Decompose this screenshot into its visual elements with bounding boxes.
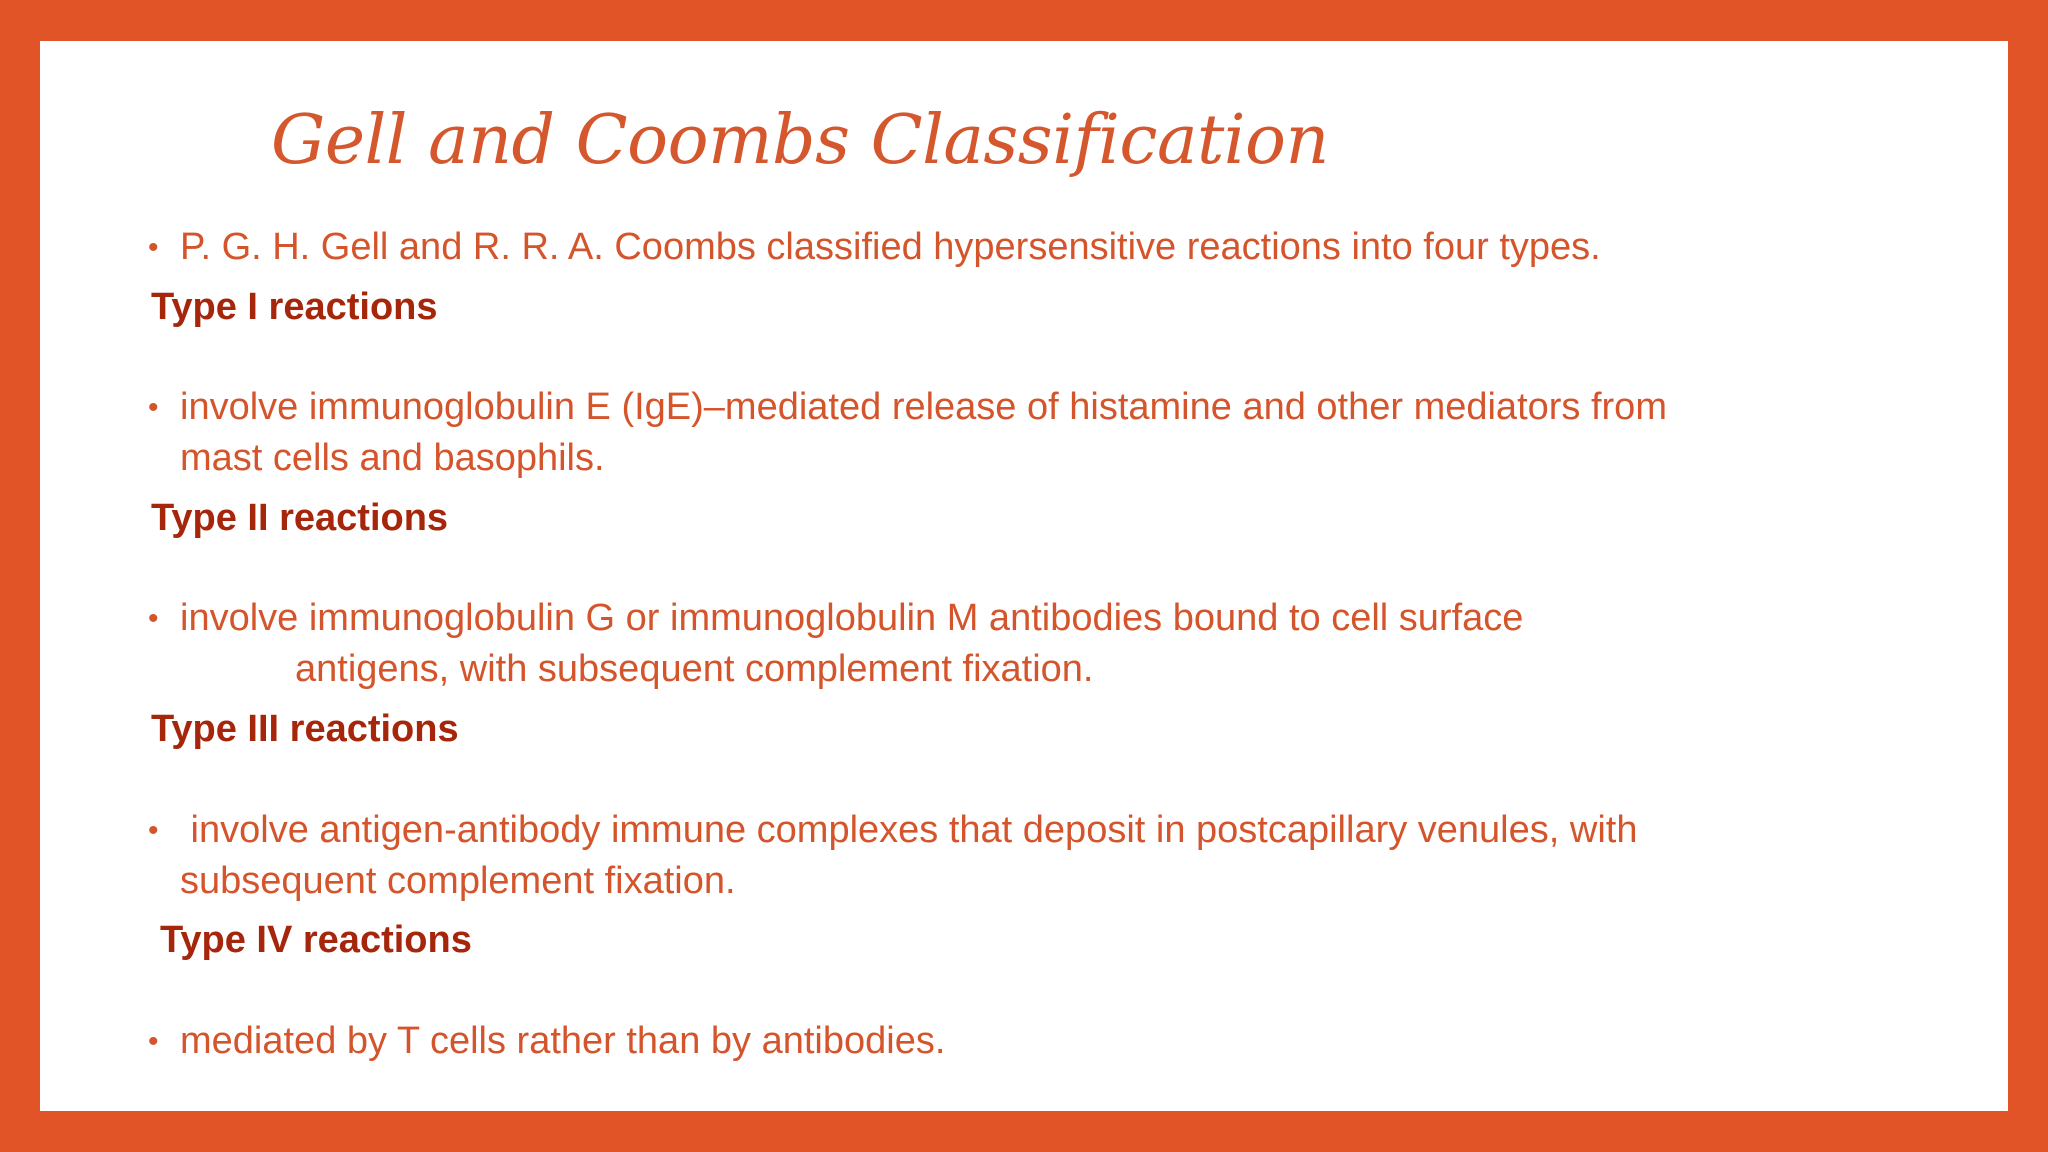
bullet-line: involve immunoglobulin E (IgE)–mediated release of histamine and other mediators from — [180, 386, 1667, 428]
section-heading-type-1: Type I reactions — [151, 286, 438, 328]
slide — [40, 41, 2008, 1111]
bullet-marker: • — [148, 391, 159, 424]
bullet-line: mast cells and basophils. — [180, 437, 605, 479]
bullet-marker: • — [148, 1025, 159, 1058]
section-heading-type-4: Type IV reactions — [160, 919, 472, 961]
bullet-line: involve immunoglobulin G or immunoglobulin M antibodies bound to cell surface — [180, 597, 1524, 639]
bullet-marker: • — [148, 602, 159, 635]
bullet-line: involve antigen-antibody immune complexes that deposit in postcapillary venules, with — [180, 809, 1638, 851]
section-heading-type-3: Type III reactions — [151, 708, 459, 750]
bullet-line: subsequent complement fixation. — [180, 860, 736, 902]
section-heading-type-2: Type II reactions — [151, 497, 449, 539]
bullet-line: mediated by T cells rather than by antibodies. — [180, 1020, 946, 1062]
intro-text: P. G. H. Gell and R. R. A. Coombs classified hypersensitive reactions into four types. — [180, 226, 1601, 268]
bullet-marker: • — [148, 231, 159, 264]
slide-title: Gell and Coombs Classification — [271, 101, 1329, 180]
bullet-line: antigens, with subsequent complement fixation. — [295, 648, 1094, 690]
bullet-marker: • — [148, 814, 159, 847]
